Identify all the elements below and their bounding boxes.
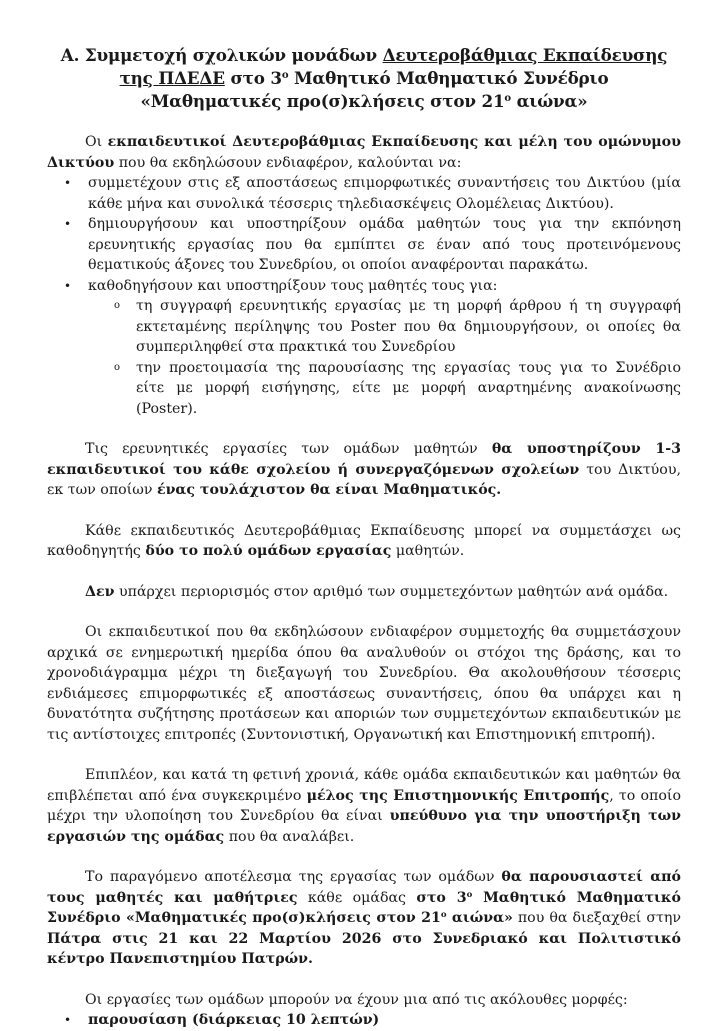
list-item-text: καθοδηγήσουν και υποστηρίξουν τους μαθητές τους για: [88,277,498,294]
title-text: αιώνα» [510,91,588,111]
bold-text: υπεύθυνο για την υποστήριξη των εργασιών της ομάδας [47,808,681,845]
text: Τις ερευνητικές εργασίες των ομάδων μαθητών [85,441,492,457]
bullet-icon: • [64,176,72,190]
circle-bullet-icon: o [114,361,121,373]
intro-paragraph [47,132,681,173]
bold-text: μέλος της Επιστημονικής Επιτροπής [306,787,610,804]
bold-text: Μαθητικό Μαθηματικό Συνέδριο «Μαθηματικές προ(σ)κλήσεις στον 21 [47,889,682,926]
title-text: Α. Συμμετοχή σχολικών μονάδων [60,45,383,65]
text: κάθε ομάδας [297,889,417,906]
text: που θα διεξαχθεί στην [512,910,681,926]
bold-text: στο 3 [416,889,467,906]
list-item-text: δημιουργήσουν και υποστηρίξουν ομάδα μαθητών τους για την εκπόνηση ερευνητικής εργασίας που θα εμπίπτει σε έναν από τους προτεινόμενους θεματικούς άξονες του Συνεδρίου, οι οποίοι αναφέρονται παρακάτω. [88,216,681,273]
list-item-text: παρουσίαση (διάρκειας 10 λεπτών) [88,1012,380,1028]
supervision-paragraph [47,765,681,847]
title-text: Μαθητικό Μαθηματικό Συνέδριο «Μαθηματικές προ(σ)κλήσεις στον 21 [140,68,609,111]
text: που θα αναλάβει. [224,828,355,845]
sub-list-item [88,358,681,420]
spacer [47,970,681,990]
text: Οι [85,134,108,150]
spacer [47,419,681,439]
spacer [47,847,681,867]
ordinal-superscript: ο [281,69,289,81]
sub-list-item-text: την προετοιμασία της παρουσίασης της εργασίας τους για το Συνέδριο είτε με μορφή εισήγησης, είτε με μορφή αναρτημένης ανακοίνωσης (Poster). [136,359,681,417]
bold-text: αιώνα» [446,910,513,926]
sub-list-item [88,296,681,358]
text: υπάρχει περιορισμός στον αριθμό των συμμετεχόντων μαθητών ανά ομάδα. [114,583,669,600]
sub-list-item-text: τη συγγραφή ερευνητικής εργασίας με τη μορφή άρθρου ή τη συγγραφή εκτεταμένης περίληψης του Poster που θα δημιουργήσουν, οι οποίες θα συμπεριληφθεί στα πρακτικά του Συνεδρίου [136,298,681,355]
outcome-paragraph [47,867,681,970]
text: του Δικτύου, εκ των οποίων [47,461,681,498]
bullet-icon: • [64,1013,72,1027]
duties-list [47,173,681,419]
no-limit-paragraph [47,582,681,603]
bold-text: εκπαιδευτικοί Δευτεροβάθμιας Εκπαίδευσης και μέλη του ομώνυμου Δικτύου [47,134,681,171]
max-groups-paragraph [47,521,681,562]
bullet-icon: • [64,278,72,293]
ordinal-superscript: ο [466,889,473,900]
bullet-icon: • [64,217,72,231]
bold-text: Πάτρα στις 21 και 22 Μαρτίου 2026 στο Συνεδριακό και Πολιτιστικό κέντρο Πανεπιστημίου Πατρών. [47,930,681,967]
bold-text: δύο το πολύ ομάδων εργασίας [145,543,392,559]
text: που θα εκδηλώσουν ενδιαφέρον, καλούνται να: [114,154,462,171]
meetings-paragraph: Οι εκπαιδευτικοί που θα εκδηλώσουν ενδιαφέρον συμμετοχής θα συμμετάσχουν αρχικά σε ενημερωτική ημερίδα όπου θα αναλυθούν οι στόχοι της δράσης, και το χρονοδιάγραμμα μέχρι τη διεξαγωγή του Συνεδρίου. Θα ακολουθήσουν τέσσερις ενδιάμεσες επιμορφωτικές εξ αποστάσεως συναντήσεις, όπου θα υπάρχει και η δυνατότητα συζήτησης προτάσεων και αποριών των συμμετεχόντων εκπαιδευτικών με τις αντίστοιχες επιτροπές (Συντονιστική, Οργανωτική και Επιστημονική επιτροπή). [47,624,681,743]
document-page [47,44,681,1031]
text: Το παραγόμενο αποτέλεσμα της εργασίας των ομάδων [85,869,502,885]
section-title [47,44,681,113]
spacer [47,745,681,765]
spacer [47,562,681,582]
formats-list [47,1010,681,1031]
ordinal-superscript: ο [504,92,511,104]
title-text: στο 3 [224,68,282,88]
support-paragraph [47,439,681,501]
ordinal-superscript: ο [440,909,447,920]
list-item-text: συμμετέχουν στις εξ αποστάσεως επιμορφωτικές συναντήσεις του Δικτύου (μία κάθε μήνα και συνολικά τέσσερις τηλεδιασκέψεις Ολομέλειας Δικτύου). [88,175,681,212]
text: , το οποίο μέχρι την υλοποίηση του Συνεδρίου θα είναι [47,787,681,824]
title-underlined-text: Δευτεροβάθμιας Εκπαίδευσης της ΠΔΕΔΕ [119,45,668,88]
formats-paragraph: Οι εργασίες των ομάδων μπορούν να έχουν μια από τις ακόλουθες μορφές: [85,991,628,1008]
circle-bullet-icon: o [114,300,121,311]
text: Επιπλέον, και κατά τη φετινή χρονιά, κάθε ομάδα εκπαιδευτικών και μαθητών θα επιβλέπεται από ένα συγκεκριμένο [47,767,681,804]
bold-text: Δεν [85,583,115,600]
spacer [47,602,681,622]
list-item [47,173,681,214]
text: μαθητών. [391,543,465,559]
bold-text: ένας τουλάχιστον θα είναι Μαθηματικός. [156,482,502,498]
bold-text: θα παρουσιαστεί από τους μαθητές και μαθήτριες [47,869,682,906]
list-item [47,1010,681,1031]
list-item [47,214,681,276]
sub-list [88,296,681,419]
bold-text: θα υποστηρίζουν 1-3 εκπαιδευτικοί του κάθε σχολείου ή συνεργαζόμενων σχολείων [47,441,681,478]
text: Κάθε εκπαιδευτικός Δευτεροβάθμιας Εκπαίδευσης μπορεί να συμμετάσχει ως καθοδηγητής [47,522,681,559]
spacer [47,501,681,521]
list-item [47,276,681,420]
